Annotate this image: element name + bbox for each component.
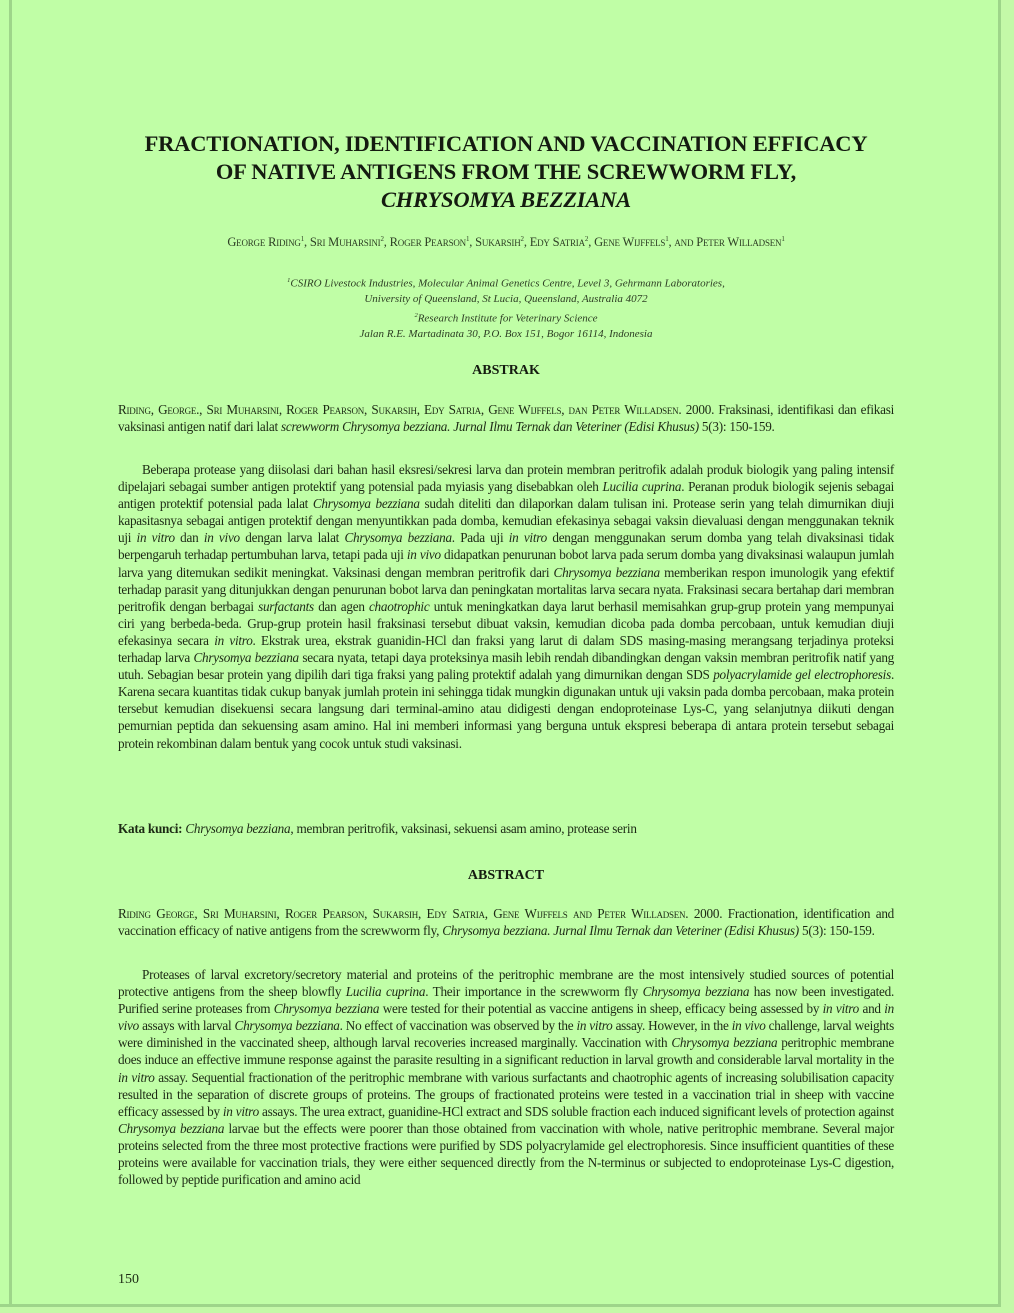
title-line-2: OF NATIVE ANTIGENS FROM THE SCREWWORM FLY, xyxy=(215,159,797,184)
affiliations xyxy=(118,273,894,342)
author-affiliation-mark: 2 xyxy=(520,235,524,243)
author-separator: , and xyxy=(668,235,697,250)
author-affiliation-mark: 2 xyxy=(584,235,589,243)
page-margin-right xyxy=(1001,0,1014,1313)
body-text: dan xyxy=(174,530,204,546)
italic-term: Lucilia cuprina xyxy=(602,479,682,495)
italic-term: Chrysomya bezziana xyxy=(312,496,420,512)
italic-term: Chrysomya bezziana xyxy=(642,984,750,1000)
citation-journal: Chrysomya bezziana. Jurnal Ilmu Ternak dan Veteriner (Edisi Khusus) xyxy=(442,923,799,939)
body-text: . Their importance in the screwworm fly xyxy=(425,984,643,1000)
italic-term: Chrysomya bezziana xyxy=(234,1018,340,1034)
body-text: memberikan respon imunologik yang efektif terhadap parasit yang ditunjukkan dengan penurunan bobot larva dan peningkatan mortalitas larva secara nyata. Fraksinasi secara bertahap dari membran peritrofik dengan berbagai xyxy=(118,564,894,614)
body-text: challenge, larval weights were diminished in the vaccinated sheep, although larval recoveries increased marginally. Vaccination with xyxy=(118,1018,894,1051)
affiliation-text: Research Institute for Veterinary Science xyxy=(417,312,598,325)
author-affiliation-mark: 1 xyxy=(300,235,305,243)
italic-term: in vivo xyxy=(406,547,441,563)
page-margin-bottom xyxy=(0,1307,1014,1313)
paper-title xyxy=(118,130,894,214)
affiliation-2-line-1 xyxy=(118,308,894,327)
body-text: secara nyata, tetapi daya proteksinya masih lebih rendah dibandingkan dengan vaksin membran peritrofik natif yang utuh. Sebagian besar protein yang dipilih dari tiga fraksi yang paling protektif adalah yang dimurnikan dengan SDS xyxy=(118,650,895,683)
italic-term: in vitro xyxy=(508,530,547,546)
keywords-species: Chrysomya bezziana xyxy=(182,821,291,836)
author-affiliation-mark: 1 xyxy=(665,235,669,243)
author-name: George Riding xyxy=(227,235,301,250)
citation-title: Fractionation, identification and vaccination efficacy of native antigens from the screwworm fly, xyxy=(118,906,895,939)
italic-term: surfactants xyxy=(258,598,314,614)
author-separator: , xyxy=(469,235,476,250)
author-affiliation-mark: 1 xyxy=(465,235,470,243)
italic-term: in vivo xyxy=(731,1018,766,1034)
body-text: assay. However, in the xyxy=(612,1018,732,1034)
affiliation-mark: 1 xyxy=(287,277,291,284)
abstrak-keywords xyxy=(118,820,894,837)
title-line-3: CHRYSOMYA BEZZIANA xyxy=(380,187,631,212)
italic-term: in vivo xyxy=(203,530,240,546)
page-border-left xyxy=(9,0,12,1313)
citation-title: Fraksinasi, identifikasi dan efikasi vaksinasi antigen natif dari lalat xyxy=(118,402,894,435)
author-separator: , xyxy=(523,235,530,250)
italic-term: in vitro xyxy=(822,1001,860,1017)
body-text: untuk meningkatkan daya larut berhasil memisahkan grup-grup protein yang mempunyai ciri yang berbeda-beda. Grup-grup protein hasil fraksinasi tersebut dibuat vaksin, kemudian dicoba pada domba percobaan, untuk kemudian diuji efekasinya secara xyxy=(118,598,895,648)
affiliation-1-line-1 xyxy=(118,273,894,292)
body-text: . Pada uji xyxy=(451,530,509,546)
italic-term: in vitro xyxy=(222,1103,259,1119)
affiliation-1-line-2: University of Queensland, St Lucia, Queensland, Australia 4072 xyxy=(364,293,648,306)
body-text: dengan menggunakan serum domba yang telah divaksinasi tidak berpengaruh terhadap pertumbuhan larva, tetapi pada uji xyxy=(118,530,894,563)
body-text: . No effect of vaccination was observed by the xyxy=(339,1018,577,1034)
italic-term: in vitro xyxy=(214,632,253,648)
body-text: . Karena secara kuantitas tidak cukup banyak jumlah protein ini sehingga tidak mungkin digunakan untuk uji vaksin pada domba percobaan, maka protein tersebut kemudian disekuensi secara langsung dari terminal-amino atau didigesti dengan endoproteinase Lys-C, yang selanjutnya diikuti dengan pemurnian peptida dan sekuensing asam amino. Hal ini memberi informasi yang berguna untuk ekspresi beberapa di antara protein tersebut sebagai protein rekombinan dalam bentuk yang cocok untuk studi vaksinasi. xyxy=(118,667,895,751)
body-text: . Peranan produk biologik sejenis sebagai antigen protektif potensial pada lalat xyxy=(118,479,894,512)
body-text: assays. The urea extract, guanidine-HCl extract and SDS soluble fraction each induced significant levels of protection against xyxy=(258,1103,894,1119)
body-text: dan agen xyxy=(313,598,369,614)
keywords-list: , membran peritrofik, vaksinasi, sekuensi asam amino, protease serin xyxy=(290,821,637,836)
body-text: and xyxy=(859,1001,885,1017)
abstrak-heading: ABSTRAK xyxy=(472,363,540,378)
body-text: dengan larva lalat xyxy=(239,530,345,546)
author-separator: , xyxy=(383,235,390,250)
author-name: Sukarsih xyxy=(475,235,521,250)
italic-term: Chrysomya bezziana xyxy=(671,1035,778,1051)
author-separator: , xyxy=(304,235,310,250)
citation-volume: 5(3): 150-159. xyxy=(698,419,775,435)
author-name: Gene Wijffels xyxy=(594,235,666,250)
italic-term: Chrysomya bezziana xyxy=(193,650,299,666)
body-text: . Ekstrak urea, ekstrak guanidin-HCl dan fraksi yang larut di dalam SDS masing-masing merangsang terjadinya proteksi terhadap larva xyxy=(118,632,894,666)
abstract-citation xyxy=(118,905,894,939)
body-text: didapatkan penurunan bobot larva pada serum domba yang divaksinasi walaupun jumlah larva yang ditemukan sedikit meningkat. Vaksinasi dengan membran peritrofik dari xyxy=(118,547,894,580)
italic-term: polyacrylamide gel electrophoresis xyxy=(713,667,891,683)
author-name: Edy Satria xyxy=(529,235,585,250)
abstract-heading: ABSTRACT xyxy=(467,868,545,883)
affiliation-mark: 2 xyxy=(414,311,418,319)
body-text: larvae but the effects were poorer than those obtained from vaccination with whole, native peritrophic membrane. Several major proteins selected from the three most protective fractions were purified by SDS polyacrylamide gel electrophoresis. Since insufficient quantities of these proteins were available for vaccination trials, they were either sequenced directly from the N-terminus or subjected to endoproteinase Lys-C digestion, followed by peptide purification and amino acid xyxy=(118,1120,894,1188)
citation-volume: 5(3): 150-159. xyxy=(798,923,875,939)
italic-term: Chrysomya bezziana xyxy=(553,564,660,580)
italic-term: in vitro xyxy=(118,1069,155,1085)
body-text: assay. Sequential fractionation of the peritrophic membrane with various surfactants and chaotrophic agents of increasing solubilisation capacity resulted in the separation of discrete groups of proteins. The groups of fractionated proteins were tested in a vaccination trial in sheep with vaccine efficacy assessed by xyxy=(118,1069,894,1119)
abstrak-body xyxy=(118,461,894,752)
body-text: Beberapa protease yang diisolasi dari bahan hasil eksresi/sekresi larva dan protein membran peritrofik adalah produk biologik yang paling intensif dipelajari sebagai sumber antigen protektif yang potensial pada myiasis yang disebabkan oleh xyxy=(118,462,894,495)
body-text: has now been investigated. Purified serine proteases from xyxy=(118,984,894,1017)
italic-term: in vitro xyxy=(136,530,175,546)
title-line-1: FRACTIONATION, IDENTIFICATION AND VACCINATION EFFICACY xyxy=(144,131,868,156)
italic-term: Chrysomya bezziana xyxy=(344,530,452,546)
italic-term: Chrysomya bezziana xyxy=(118,1120,225,1136)
body-text: were tested for their potential as vaccine antigens in sheep, efficacy being assessed by xyxy=(379,1001,823,1017)
citation-journal: screwworm Chrysomya bezziana. Jurnal Ilmu Ternak dan Veteriner (Edisi Khusus) xyxy=(281,419,699,435)
body-text: Proteases of larval excretory/secretory material and proteins of the peritrophic membrane are the most intensively studied sources of potential protective antigens from the sheep blowfly xyxy=(118,967,894,1000)
author-name: Peter Willadsen xyxy=(696,235,782,250)
author-name: Sri Muharsini xyxy=(309,235,381,250)
page-number: 150 xyxy=(118,1272,139,1287)
author-list xyxy=(118,235,894,250)
italic-term: in vitro xyxy=(576,1018,613,1034)
body-text: peritrophic membrane does induce an effective immune response against the parasite resulting in a significant reduction in larval growth and considerable larval mortality in the xyxy=(118,1035,894,1068)
keywords-label: Kata kunci: xyxy=(118,821,183,836)
author-affiliation-mark: 2 xyxy=(380,235,384,243)
citation-authors: Riding George, Sri Muharsini, Roger Pearson, Sukarsih, Edy Satria, Gene Wijffels and Peter Willadsen. 2000. xyxy=(118,906,723,921)
italic-term: Chrysomya bezziana xyxy=(273,1001,380,1017)
affiliation-2-line-2: Jalan R.E. Martadinata 30, P.O. Box 151, Bogor 16114, Indonesia xyxy=(359,327,653,340)
abstrak-citation xyxy=(118,401,894,435)
abstract-body xyxy=(118,966,894,1188)
author-affiliation-mark: 1 xyxy=(781,235,785,243)
italic-term: chaotrophic xyxy=(368,598,430,614)
citation-authors: Riding, George., Sri Muharsini, Roger Pearson, Sukarsih, Edy Satria, Gene Wijffels, dan Peter Willadsen. 2000. xyxy=(118,402,715,417)
author-separator: , xyxy=(588,235,595,250)
italic-term: Lucilia cuprina xyxy=(345,984,426,1000)
body-text: sudah diteliti dan dilaporkan dalam tulisan ini. Protease serin yang telah dimurnikan diuji kapasitasnya sebagai antigen protektif dengan menyuntikkan pada domba, kemudian efekasinya sebagai vaksin dievaluasi dengan menggunakan teknik uji xyxy=(118,496,894,546)
author-name: Roger Pearson xyxy=(389,235,466,250)
affiliation-text: CSIRO Livestock Industries, Molecular Animal Genetics Centre, Level 3, Gehrmann Laboratories, xyxy=(290,277,725,290)
body-text: assays with larval xyxy=(138,1018,235,1034)
italic-term: in vivo xyxy=(118,1001,894,1034)
